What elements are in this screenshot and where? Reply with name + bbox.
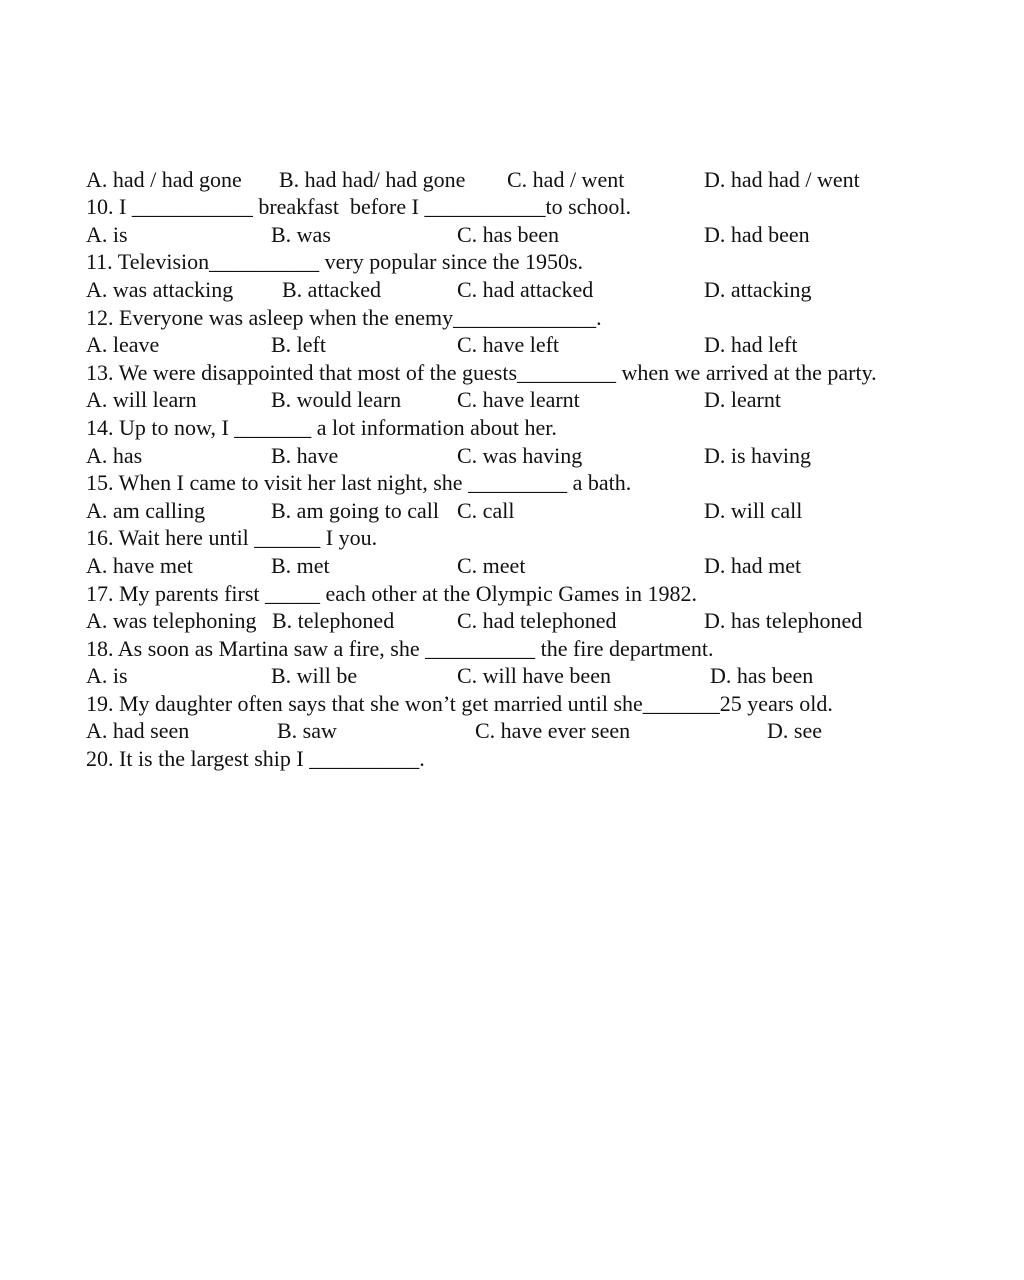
option-c: C. had telephoned [457,608,617,634]
option-c: C. have learnt [457,387,580,413]
option-c: C. was having [457,442,583,468]
option-d: D. attacking [704,276,812,302]
option-d: D. see [767,718,822,744]
options-16 [86,497,986,525]
options-14 [86,386,986,414]
option-d: D. had had / went [704,166,860,192]
option-a: A. had / had gone [86,166,242,192]
options-13 [86,331,986,359]
option-b: B. telephoned [272,608,395,634]
option-c: C. has been [457,221,560,247]
options-12 [86,276,986,304]
question-text: 12. Everyone was asleep when the enemy_____________. [86,304,602,330]
option-d: D. had left [704,332,798,358]
option-b: B. am going to call [271,497,440,523]
option-d: D. has been [710,663,814,689]
question-text: 18. As soon as Martina saw a fire, she __________ the fire department. [86,635,714,661]
option-d: D. had met [704,552,802,578]
question-text: 15. When I came to visit her last night, she _________ a bath. [86,470,632,496]
question-text: 13. We were disappointed that most of the guests_________ when we arrived at the party. [86,359,877,385]
option-b: B. left [271,332,326,358]
option-d: D. will call [704,497,803,523]
option-c: C. meet [457,552,526,578]
option-c: C. had / went [507,166,625,192]
option-c: C. have ever seen [475,718,631,744]
option-b: B. met [271,552,330,578]
option-a: A. was attacking [86,276,234,302]
option-b: B. had had/ had gone [279,166,466,192]
option-a: A. is [86,663,128,689]
question-text: 19. My daughter often says that she won’t get married until she_______25 years old. [86,690,833,716]
options-19 [86,662,986,690]
option-b: B. would learn [271,387,402,413]
exercise-sheet [86,138,986,772]
option-b: B. attacked [282,276,381,302]
question-text: 17. My parents first _____ each other at the Olympic Games in 1982. [86,580,697,606]
option-a: A. is [86,221,128,247]
options-11 [86,221,986,249]
option-b: B. will be [271,663,358,689]
options-17 [86,552,986,580]
question-text: 11. Television__________ very popular since the 1950s. [86,249,584,275]
option-a: A. have met [86,552,193,578]
options-15 [86,442,986,470]
option-a: A. has [86,442,143,468]
options-10 [86,166,986,194]
options-20 [86,717,986,745]
option-a: A. had seen [86,718,190,744]
question-text: 16. Wait here until ______ I you. [86,525,378,551]
options-18 [86,607,986,635]
option-a: A. am calling [86,497,206,523]
question-text: 14. Up to now, I _______ a lot information about her. [86,414,557,440]
option-c: C. will have been [457,663,611,689]
option-b: B. was [271,221,331,247]
option-c: C. have left [457,332,560,358]
option-d: D. is having [704,442,811,468]
option-a: A. was telephoning [86,608,257,634]
option-a: A. leave [86,332,160,358]
option-b: B. saw [277,718,337,744]
option-b: B. have [271,442,339,468]
option-c: C. call [457,497,515,523]
option-a: A. will learn [86,387,197,413]
question-text: 10. I ___________ breakfast before I ___________to school. [86,194,632,220]
question-text: 20. It is the largest ship I __________. [86,746,425,772]
option-d: D. had been [704,221,810,247]
option-d: D. has telephoned [704,608,863,634]
option-d: D. learnt [704,387,781,413]
option-c: C. had attacked [457,276,594,302]
